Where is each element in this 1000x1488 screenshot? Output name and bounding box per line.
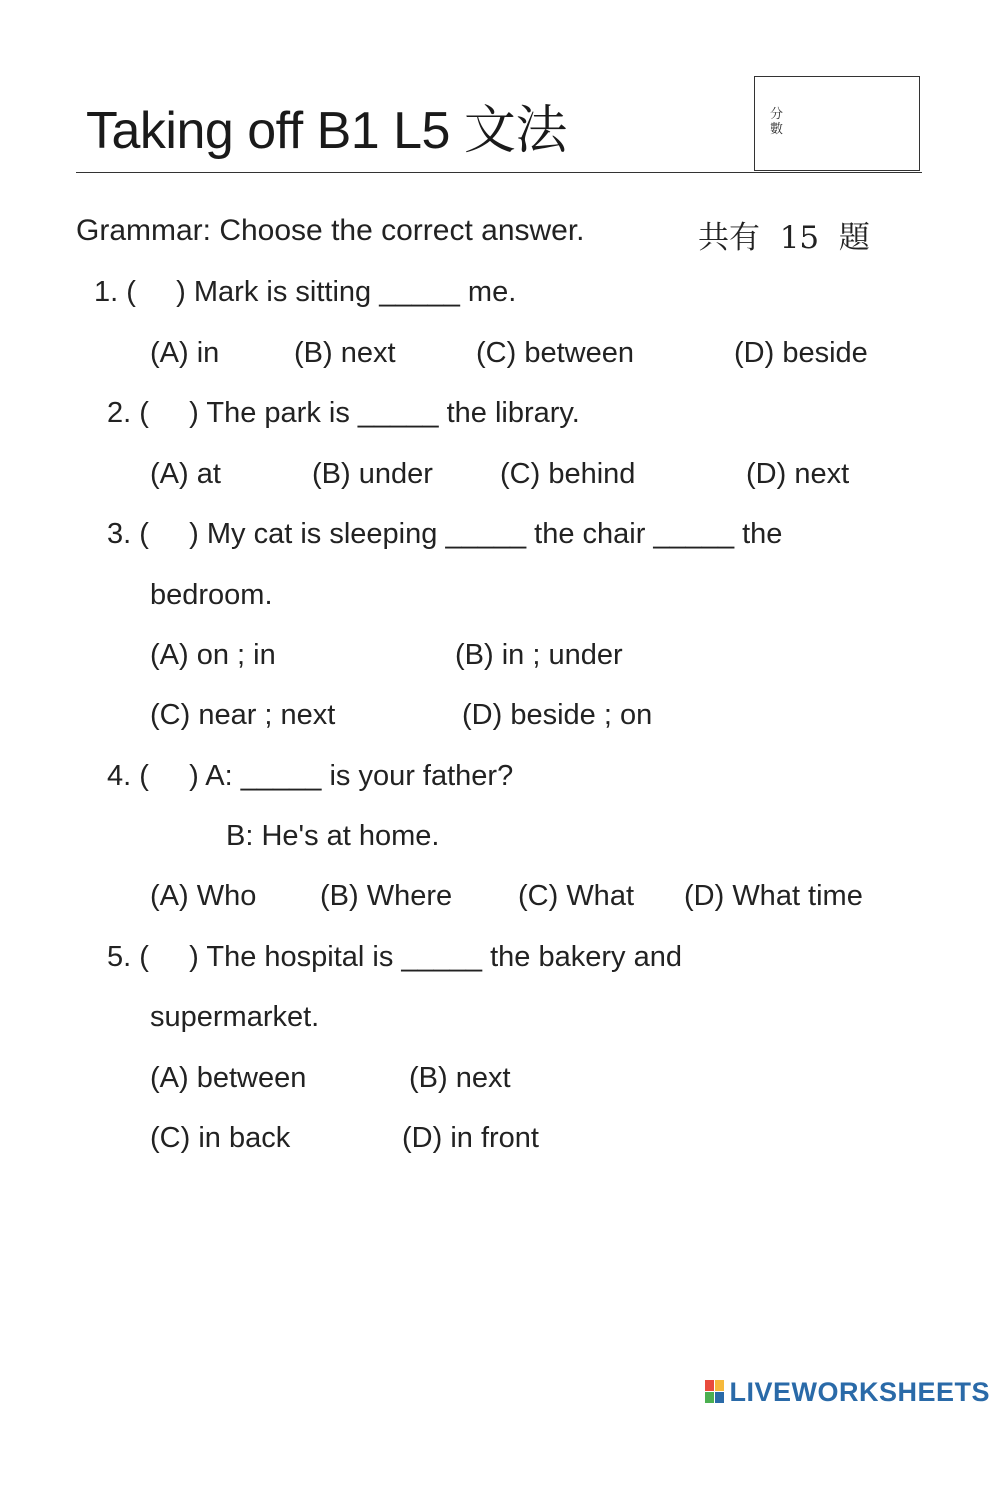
q5-option-c: (C) in back bbox=[150, 1122, 291, 1154]
q5-option-a: (A) between bbox=[150, 1062, 307, 1094]
q5-option-d: (D) in front bbox=[402, 1122, 539, 1154]
q3-option-a: (A) on ; in bbox=[150, 639, 276, 671]
liveworksheets-logo bbox=[705, 1377, 990, 1407]
q1-option-b: (B) next bbox=[294, 337, 396, 369]
question-4-stem-continued: B: He's at home. bbox=[226, 820, 440, 852]
q3-option-c: (C) near ; next bbox=[150, 699, 336, 731]
instructions: Grammar: Choose the correct answer. bbox=[76, 214, 585, 247]
score-label: 分數 bbox=[770, 107, 784, 137]
q1-option-c: (C) between bbox=[476, 337, 634, 369]
question-3-stem-continued: bedroom. bbox=[150, 579, 273, 611]
question-count: 共有 15 題 bbox=[698, 220, 870, 256]
q4-option-b: (B) Where bbox=[320, 880, 453, 912]
question-3-stem: 3. ( ) My cat is sleeping _____ the chair _____ the bbox=[107, 518, 783, 550]
question-4-stem: 4. ( ) A: _____ is your father? bbox=[107, 760, 514, 792]
question-5-stem: 5. ( ) The hospital is _____ the bakery and bbox=[107, 941, 682, 973]
q3-option-d: (D) beside ; on bbox=[462, 699, 653, 731]
q2-option-b: (B) under bbox=[312, 458, 433, 490]
liveworksheets-mark-icon bbox=[705, 1380, 725, 1404]
title-divider bbox=[76, 172, 922, 173]
q5-option-b: (B) next bbox=[409, 1062, 511, 1094]
brand-name: LIVEWORKSHEETS bbox=[729, 1376, 990, 1407]
q4-option-d: (D) What time bbox=[684, 880, 863, 912]
q3-option-b: (B) in ; under bbox=[455, 639, 623, 671]
question-2-stem: 2. ( ) The park is _____ the library. bbox=[107, 397, 580, 429]
q4-option-c: (C) What bbox=[518, 880, 634, 912]
q4-option-a: (A) Who bbox=[150, 880, 257, 912]
q1-option-a: (A) in bbox=[150, 337, 220, 369]
question-5-stem-continued: supermarket. bbox=[150, 1001, 320, 1033]
worksheet-title: Taking off B1 L5 文法 bbox=[86, 102, 567, 160]
q2-option-c: (C) behind bbox=[500, 458, 636, 490]
q2-option-a: (A) at bbox=[150, 458, 221, 490]
q2-option-d: (D) next bbox=[746, 458, 850, 490]
q1-option-d: (D) beside bbox=[734, 337, 868, 369]
question-1-stem: 1. ( ) Mark is sitting _____ me. bbox=[94, 276, 517, 308]
